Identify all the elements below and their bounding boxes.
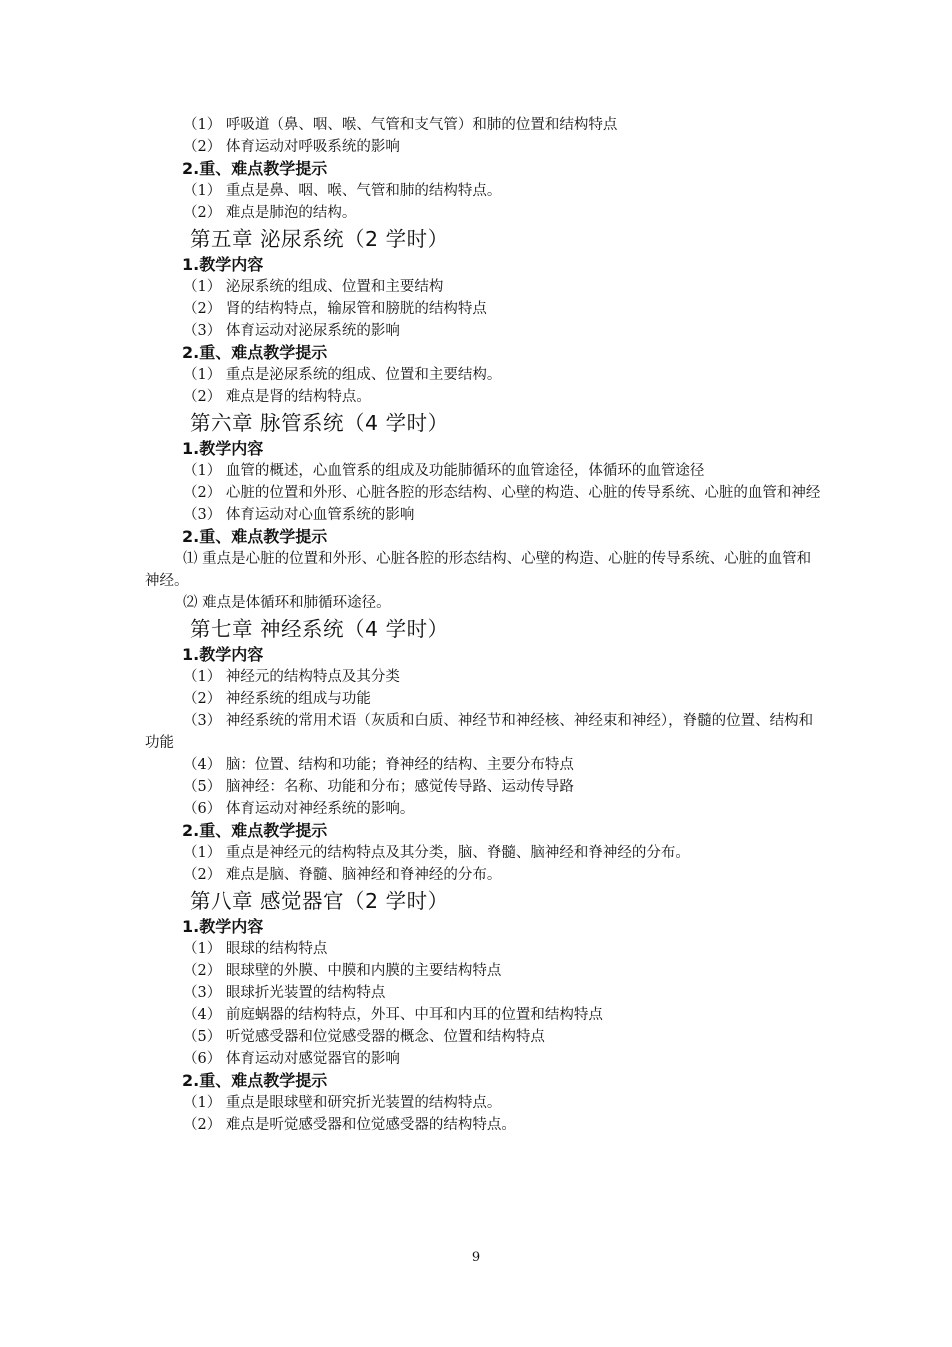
list-item: ⑵ 难点是体循环和肺循环途径。 xyxy=(183,595,391,611)
list-item: （4） 脑：位置、结构和功能；脊神经的结构、主要分布特点 xyxy=(183,757,574,773)
page-number: 9 xyxy=(471,1250,481,1265)
list-item: （2） 神经系统的组成与功能 xyxy=(183,691,371,707)
list-item: （5） 脑神经：名称、功能和分布；感觉传导路、运动传导路 xyxy=(183,779,574,795)
list-item: （3） 体育运动对心血管系统的影响 xyxy=(183,507,415,523)
list-item: （1） 泌尿系统的组成、位置和主要结构 xyxy=(183,279,444,295)
list-item: （4） 前庭蜗器的结构特点，外耳、中耳和内耳的位置和结构特点 xyxy=(183,1007,603,1023)
list-item: （1） 重点是鼻、咽、喉、气管和肺的结构特点。 xyxy=(183,183,502,199)
section-heading: 2.重、难点教学提示 xyxy=(182,821,328,840)
section-heading: 1.教学内容 xyxy=(182,645,264,664)
list-item: （1） 血管的概述，心血管系的组成及功能肺循环的血管途径，体循环的血管途径 xyxy=(183,463,705,479)
chapter-title: 第八章 感觉器官（2 学时） xyxy=(190,889,449,913)
list-item: （5） 听觉感受器和位觉感受器的概念、位置和结构特点 xyxy=(183,1029,545,1045)
list-item: （1） 重点是神经元的结构特点及其分类，脑、脊髓、脑神经和脊神经的分布。 xyxy=(183,845,690,861)
chapter-title: 第五章 泌尿系统（2 学时） xyxy=(190,227,449,251)
list-item: （6） 体育运动对神经系统的影响。 xyxy=(183,801,415,817)
list-item: （2） 体育运动对呼吸系统的影响 xyxy=(183,139,400,155)
chapter-title: 第六章 脉管系统（4 学时） xyxy=(190,411,449,435)
list-item: （2） 难点是肺泡的结构。 xyxy=(183,205,357,221)
list-item: （3） 神经系统的常用术语（灰质和白质、神经节和神经核、神经束和神经），脊髓的位置、结构和功能 xyxy=(145,713,814,751)
section-heading: 2.重、难点教学提示 xyxy=(182,527,328,546)
list-item: （1） 重点是眼球壁和研究折光装置的结构特点。 xyxy=(183,1095,502,1111)
list-item: （1） 呼吸道（鼻、咽、喉、气管和支气管）和肺的位置和结构特点 xyxy=(183,117,618,133)
chapter-title: 第七章 神经系统（4 学时） xyxy=(190,617,449,641)
section-heading: 1.教学内容 xyxy=(182,917,264,936)
list-item: （2） 眼球壁的外膜、中膜和内膜的主要结构特点 xyxy=(183,963,502,979)
section-heading: 2.重、难点教学提示 xyxy=(182,159,328,178)
list-item: （2） 难点是脑、脊髓、脑神经和脊神经的分布。 xyxy=(183,867,502,883)
section-heading: 2.重、难点教学提示 xyxy=(182,1071,328,1090)
list-item: （3） 体育运动对泌尿系统的影响 xyxy=(183,323,400,339)
list-item: （2） 难点是听觉感受器和位觉感受器的结构特点。 xyxy=(183,1117,516,1133)
list-item: ⑴ 重点是心脏的位置和外形、心脏各腔的形态结构、心壁的构造、心脏的传导系统、心脏的血管和神经。 xyxy=(145,551,812,589)
list-item: （6） 体育运动对感觉器官的影响 xyxy=(183,1051,400,1067)
list-item: （2） 心脏的位置和外形、心脏各腔的形态结构、心壁的构造、心脏的传导系统、心脏的血管和神经 xyxy=(183,485,821,501)
list-item: （1） 眼球的结构特点 xyxy=(183,941,328,957)
list-item: （2） 肾的结构特点，输尿管和膀胱的结构特点 xyxy=(183,301,487,317)
page-content xyxy=(145,114,825,1136)
list-item: （2） 难点是肾的结构特点。 xyxy=(183,389,371,405)
section-heading: 1.教学内容 xyxy=(182,439,264,458)
section-heading: 2.重、难点教学提示 xyxy=(182,343,328,362)
list-item: （3） 眼球折光装置的结构特点 xyxy=(183,985,386,1001)
list-item: （1） 重点是泌尿系统的组成、位置和主要结构。 xyxy=(183,367,502,383)
list-item: （1） 神经元的结构特点及其分类 xyxy=(183,669,400,685)
section-heading: 1.教学内容 xyxy=(182,255,264,274)
